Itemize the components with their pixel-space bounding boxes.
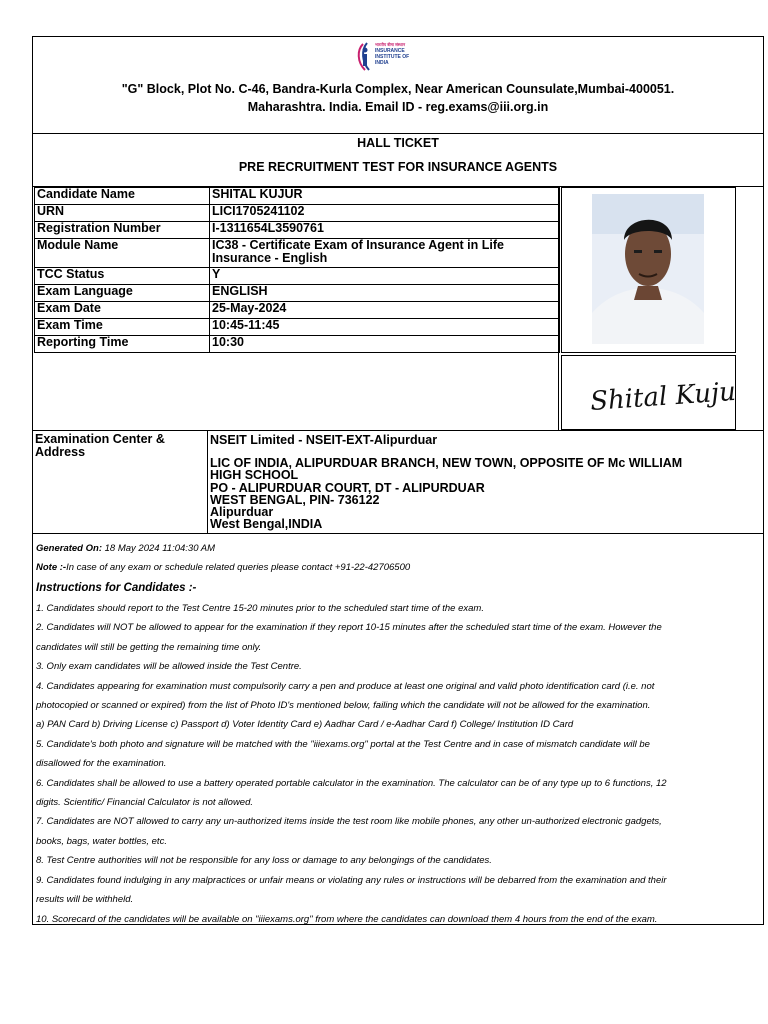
- row-value: IC38 - Certificate Exam of Insurance Agent in Life Insurance - English: [210, 239, 560, 268]
- table-row: [35, 239, 560, 268]
- instruction-line: disallowed for the examination.: [36, 758, 167, 770]
- institute-logo: [353, 40, 417, 74]
- table-row: [35, 285, 560, 302]
- table-row: [35, 188, 560, 205]
- address-line-2: Maharashtra. India. Email ID - reg.exams@iii.org.in: [247, 100, 549, 114]
- divider: [558, 186, 559, 431]
- row-label: Exam Language: [35, 285, 210, 302]
- row-value: 25-May-2024: [210, 302, 560, 319]
- contact-note: [36, 562, 410, 573]
- table-row: [35, 319, 560, 336]
- logo-text: भारतीय बीमा संस्थान INSURANCE INSTITUTE OF INDIA: [375, 42, 410, 66]
- instruction-line: 3. Only exam candidates will be allowed inside the Test Centre.: [36, 661, 302, 673]
- address-line: Alipurduar: [210, 505, 274, 520]
- instruction-line: a) PAN Card b) Driving License c) Passport d) Voter Identity Card e) Aadhar Card / e-Aadhar Card f) College/ Institution ID Card: [36, 719, 574, 731]
- row-value: SHITAL KUJUR: [210, 188, 560, 205]
- table-row: [35, 222, 560, 239]
- ticket-header: [33, 37, 763, 134]
- signature-text: Shital Kujur: [589, 376, 735, 418]
- divider: [33, 533, 763, 534]
- note-value: In case of any exam or schedule related queries please contact +91-22-42706500: [66, 562, 411, 573]
- row-label: URN: [35, 205, 210, 222]
- candidate-signature: [561, 355, 736, 430]
- exam-center-address: [210, 457, 750, 531]
- instructions-title: Instructions for Candidates :-: [36, 582, 197, 594]
- instruction-line: candidates will still be getting the remaining time only.: [36, 641, 262, 653]
- row-label: Reporting Time: [35, 336, 210, 353]
- row-value: ENGLISH: [210, 285, 560, 302]
- instruction-line: 9. Candidates found indulging in any malpractices or unfair means or violating any rules or instructions will be debarred from the examination and their: [36, 874, 667, 886]
- row-value: 10:45-11:45: [210, 319, 560, 336]
- candidate-photo: [561, 187, 736, 353]
- exam-center-name: NSEIT Limited - NSEIT-EXT-Alipurduar: [210, 433, 438, 447]
- instruction-line: books, bags, water bottles, etc.: [36, 835, 167, 847]
- table-row: [35, 302, 560, 319]
- instruction-line: 8. Test Centre authorities will not be responsible for any loss or damage to any belongings of the candidates.: [36, 855, 492, 867]
- generated-label: Generated On:: [36, 543, 102, 554]
- row-value: 10:30: [210, 336, 560, 353]
- instruction-line: photocopied or scanned or expired) from the list of Photo ID's mentioned below, failing which the candidate will not be allowed for the examination.: [36, 700, 651, 712]
- instruction-line: 10. Scorecard of the candidates will be available on "iiiexams.org" from where the candidates can download them 4 hours from the end of the exam.: [36, 913, 658, 925]
- address-line: WEST BENGAL, PIN- 736122: [210, 492, 380, 507]
- hall-ticket-heading: HALL TICKET: [357, 136, 439, 150]
- candidate-info-table: [34, 187, 560, 353]
- row-value: Y: [210, 268, 560, 285]
- hall-ticket: [32, 36, 764, 925]
- row-label: Registration Number: [35, 222, 210, 239]
- instruction-line: results will be withheld.: [36, 894, 134, 906]
- exam-center-label: Examination Center & Address: [35, 432, 165, 459]
- row-value: LICI1705241102: [210, 205, 560, 222]
- instructions-list: [36, 599, 760, 929]
- instruction-line: digits. Scientific/ Financial Calculator is not allowed.: [36, 797, 254, 809]
- row-label: Candidate Name: [35, 188, 210, 205]
- generated-value: 18 May 2024 11:04:30 AM: [102, 543, 216, 554]
- row-label: Exam Date: [35, 302, 210, 319]
- instruction-line: 1. Candidates should report to the Test Centre 15-20 minutes prior to the scheduled start time of the exam.: [36, 603, 484, 614]
- note-label: Note :-: [36, 562, 67, 573]
- address-line: West Bengal,INDIA: [210, 517, 323, 532]
- divider: [207, 431, 208, 533]
- exam-subheading: PRE RECRUITMENT TEST FOR INSURANCE AGENTS: [238, 160, 558, 174]
- address-line-1: "G" Block, Plot No. C-46, Bandra-Kurla Complex, Near American Counsulate,Mumbai-400051.: [121, 82, 675, 96]
- title-box: [33, 133, 763, 187]
- row-value: I-1311654L3590761: [210, 222, 560, 239]
- table-row: [35, 336, 560, 353]
- address-line: LIC OF INDIA, ALIPURDUAR BRANCH, NEW TOWN, OPPOSITE OF Mc WILLIAM: [210, 456, 683, 470]
- table-row: [35, 268, 560, 285]
- address-line: HIGH SCHOOL: [210, 468, 299, 483]
- row-label: Module Name: [35, 239, 210, 268]
- instruction-line: 6. Candidates shall be allowed to use a battery operated portable calculator in the examination. The calculator can be of any type up to 6 functions, 12: [36, 777, 667, 789]
- instruction-line: 2. Candidates will NOT be allowed to appear for the examination if they report 10-15 minutes after the scheduled start time of the exam. However the: [36, 622, 662, 634]
- table-row: [35, 205, 560, 222]
- row-label: Exam Time: [35, 319, 210, 336]
- address-line: PO - ALIPURDUAR COURT, DT - ALIPURDUAR: [210, 480, 485, 495]
- instruction-line: 4. Candidates appearing for examination must compulsorily carry a pen and produce at least one original and valid photo identification card (i.e. not: [36, 680, 655, 692]
- instruction-line: 7. Candidates are NOT allowed to carry any un-authorized items inside the test room like mobile phones, any other un-authorized electronic gadgets,: [36, 816, 662, 828]
- instruction-line: 5. Candidate's both photo and signature will be matched with the "iiiexams.org" portal at the Test Centre and in case of mismatch candidate will be: [36, 738, 650, 750]
- exam-center-section: [33, 431, 763, 533]
- generated-on: [36, 543, 215, 554]
- row-label: TCC Status: [35, 268, 210, 285]
